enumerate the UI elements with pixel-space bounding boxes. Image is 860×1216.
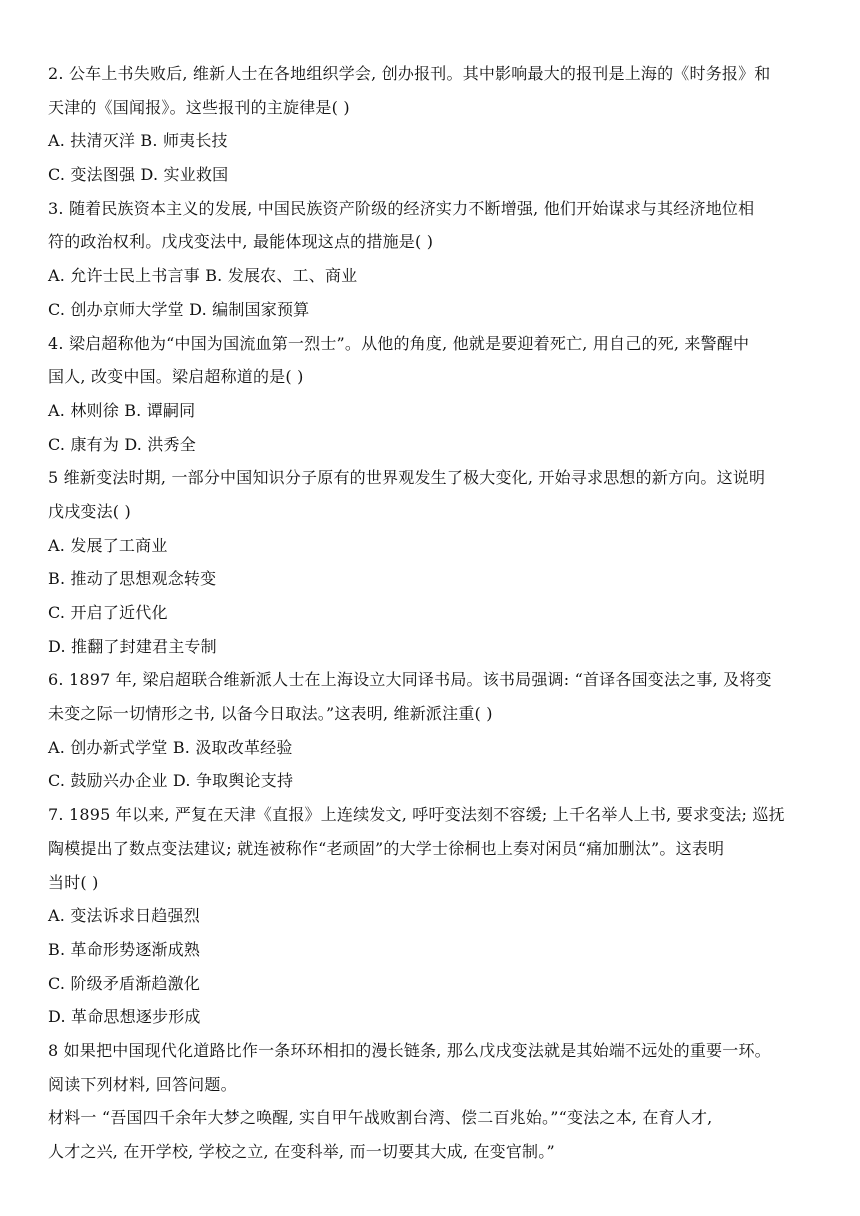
question-7-option-b: B. 革命形势逐渐成熟 <box>48 939 201 959</box>
question-2-stem-line-2: 天津的《国闻报》。这些报刊的主旋律是( ) <box>48 97 350 117</box>
question-4 <box>48 327 816 462</box>
question-5-stem-line-1: 5 维新变法时期, 一部分中国知识分子原有的世界观发生了极大变化, 开始寻求思想的新方向。这说明 <box>48 468 766 488</box>
question-8-material-line-1: 材料一 “吾国四千余年大梦之唤醒, 实自甲午战败割台湾、偿二百兆始。”“变法之本, 在育人才, <box>48 1108 713 1128</box>
question-6 <box>48 663 816 798</box>
question-8-stem-line-2: 阅读下列材料, 回答问题。 <box>48 1074 237 1094</box>
exam-page <box>48 57 816 1169</box>
question-7-stem-line-1: 7. 1895 年以来, 严复在天津《直报》上连续发文, 呼吁变法刻不容缓; 上千名举人上书, 要求变法; 巡抚 <box>48 805 785 825</box>
question-6-options-cd: C. 鼓励兴办企业 D. 争取舆论支持 <box>48 771 294 791</box>
question-2-options-ab: A. 扶清灭洋 B. 师夷长技 <box>48 131 228 151</box>
question-4-options-cd: C. 康有为 D. 洪秀全 <box>48 434 196 454</box>
question-4-stem-line-2: 国人, 改变中国。梁启超称道的是( ) <box>48 367 304 387</box>
question-3-stem-line-1: 3. 随着民族资本主义的发展, 中国民族资产阶级的经济实力不断增强, 他们开始谋求与其经济地位相 <box>48 198 755 218</box>
question-8-stem-line-1: 8 如果把中国现代化道路比作一条环环相扣的漫长链条, 那么戊戌变法就是其始端不远处的重要一环。 <box>48 1040 771 1060</box>
question-5-option-d: D. 推翻了封建君主专制 <box>48 636 217 656</box>
question-7-option-a: A. 变法诉求日趋强烈 <box>48 906 200 926</box>
question-3 <box>48 192 816 327</box>
question-4-stem-line-1: 4. 梁启超称他为“中国为国流血第一烈士”。从他的角度, 他就是要迎着死亡, 用自己的死, 来警醒中 <box>48 333 750 353</box>
question-7-option-d: D. 革命思想逐步形成 <box>48 1007 201 1027</box>
question-5-option-a: A. 发展了工商业 <box>48 535 168 555</box>
question-4-options-ab: A. 林则徐 B. 谭嗣同 <box>48 400 196 420</box>
question-5-stem-line-2: 戊戌变法( ) <box>48 501 131 521</box>
question-5 <box>48 461 816 663</box>
question-3-stem-line-2: 符的政治权利。戊戌变法中, 最能体现这点的措施是( ) <box>48 232 434 252</box>
question-7-stem-line-2: 陶模提出了数点变法建议; 就连被称作“老顽固”的大学士徐桐也上奏对闲员“痛加删汰”。这表明 <box>48 838 725 858</box>
question-7-option-c: C. 阶级矛盾渐趋激化 <box>48 973 201 993</box>
question-5-option-c: C. 开启了近代化 <box>48 603 168 622</box>
question-8-material-line-2: 人才之兴, 在开学校, 学校之立, 在变科举, 而一切要其大成, 在变官制。” <box>48 1142 555 1161</box>
question-5-option-b: B. 推动了思想观念转变 <box>48 569 217 589</box>
question-6-stem-line-1: 6. 1897 年, 梁启超联合维新派人士在上海设立大同译书局。该书局强调: “首译各国变法之事, 及将变 <box>48 670 772 690</box>
question-2 <box>48 57 816 192</box>
question-8 <box>48 1034 816 1169</box>
question-3-options-cd: C. 创办京师大学堂 D. 编制国家预算 <box>48 299 310 319</box>
question-3-options-ab: A. 允许士民上书言事 B. 发展农、工、商业 <box>48 266 358 286</box>
question-2-stem-line-1: 2. 公车上书失败后, 维新人士在各地组织学会, 创办报刊。其中影响最大的报刊是上海的《时务报》和 <box>48 64 771 83</box>
question-6-options-ab: A. 创办新式学堂 B. 汲取改革经验 <box>48 737 293 757</box>
question-2-options-cd: C. 变法图强 D. 实业救国 <box>48 165 229 185</box>
question-7-stem-line-3: 当时( ) <box>48 872 99 892</box>
question-6-stem-line-2: 未变之际一切情形之书, 以备今日取法。”这表明, 维新派注重( ) <box>48 704 493 724</box>
question-7 <box>48 798 816 1034</box>
